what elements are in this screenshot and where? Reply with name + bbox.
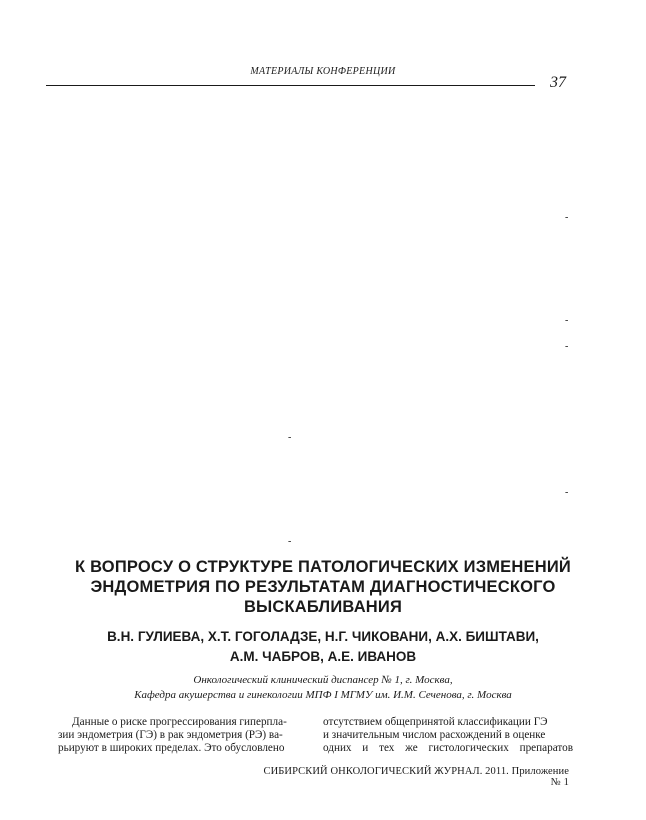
- body-line: Данные о риске прогрессирования гиперпла-: [72, 716, 287, 728]
- article-title: [40, 557, 606, 617]
- body-line: рьируют в широких пределах. Это обусловлено: [58, 742, 285, 755]
- body-line: и значительным числом расхождений в оценке: [323, 729, 546, 742]
- body-column-right: [323, 716, 573, 756]
- affiliations: [40, 673, 606, 703]
- running-head: МАТЕРИАЛЫ КОНФЕРЕНЦИИ: [250, 66, 396, 77]
- stray-dash-mark: -: [565, 315, 569, 326]
- stray-dash-mark: -: [565, 212, 569, 223]
- affiliation-line: Онкологический клинический диспансер № 1, г. Москва,: [193, 674, 453, 686]
- authors-line: В.Н. ГУЛИЕВА, Х.Т. ГОГОЛАДЗЕ, Н.Г. ЧИКОВАНИ, А.Х. БИШТАВИ,: [107, 629, 539, 644]
- authors-line: А.М. ЧАБРОВ, А.Е. ИВАНОВ: [229, 649, 417, 664]
- title-line: К ВОПРОСУ О СТРУКТУРЕ ПАТОЛОГИЧЕСКИХ ИЗМЕНЕНИЙ: [75, 558, 571, 576]
- title-line: ЭНДОМЕТРИЯ ПО РЕЗУЛЬТАТАМ ДИАГНОСТИЧЕСКОГО: [90, 578, 556, 596]
- body-line: отсутствием общепринятой классификации ГЭ: [323, 716, 548, 728]
- stray-dash-mark: -: [288, 536, 292, 547]
- stray-dash-mark: -: [565, 341, 569, 352]
- body-line: зии эндометрия (ГЭ) в рак эндометрия (РЭ) ва-: [58, 729, 283, 742]
- stray-dash-mark: -: [288, 432, 292, 443]
- title-line: ВЫСКАБЛИВАНИЯ: [243, 598, 403, 616]
- article-authors: [40, 627, 606, 667]
- affiliation-line: Кафедра акушерства и гинекологии МПФ I МГМУ им. И.М. Сеченова, г. Москва: [134, 689, 512, 701]
- journal-footer: СИБИРСКИЙ ОНКОЛОГИЧЕСКИЙ ЖУРНАЛ. 2011. Приложение № 1: [263, 766, 569, 788]
- body-line: одних и тех же гистологических препаратов: [323, 742, 573, 755]
- stray-dash-mark: -: [565, 487, 569, 498]
- body-column-left: [58, 716, 308, 756]
- header-rule: [46, 85, 535, 86]
- page-number: 37: [550, 74, 566, 91]
